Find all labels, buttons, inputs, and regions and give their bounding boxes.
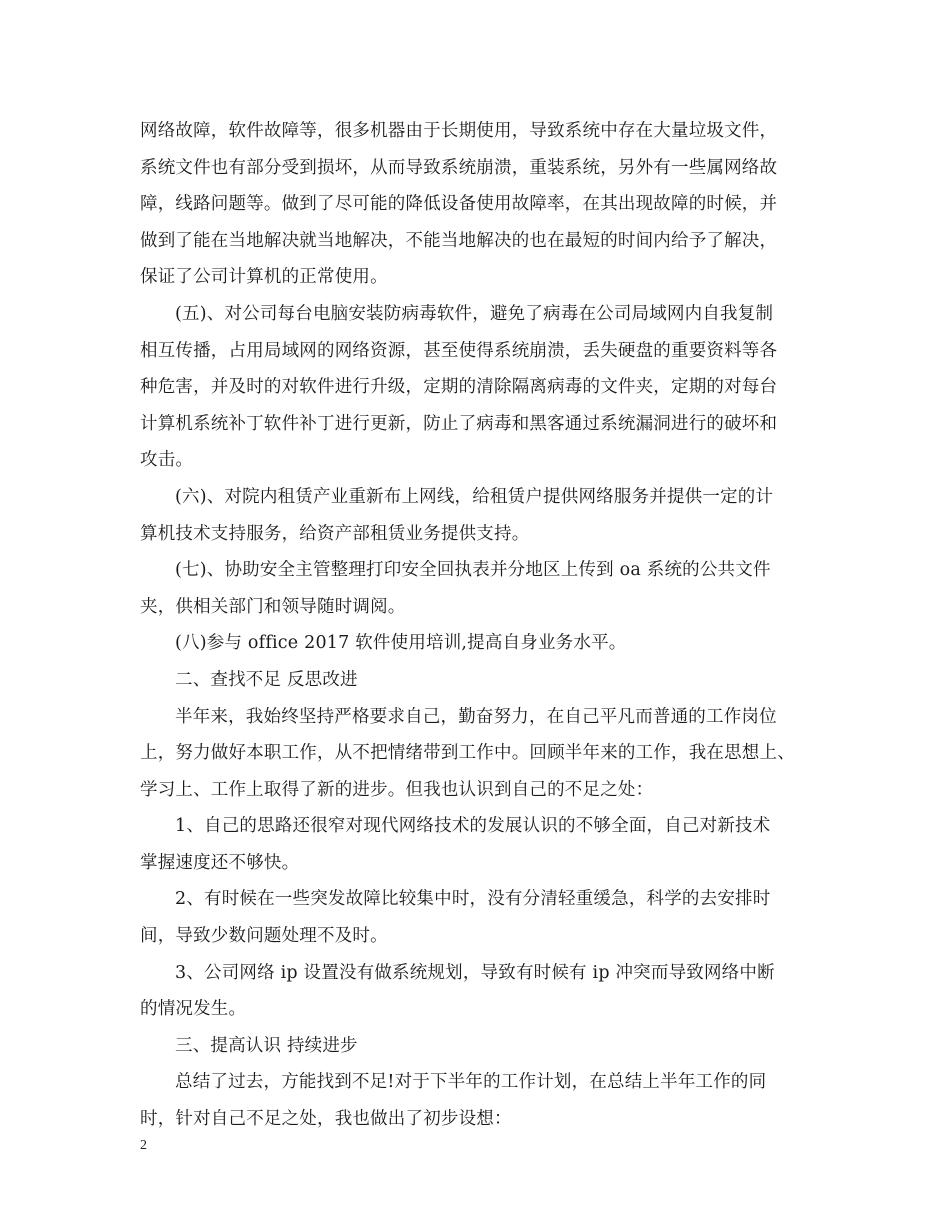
text-line: 半年来，我始终坚持严格要求自己，勤奋努力，在自己平凡而普通的工作岗位 xyxy=(175,706,777,727)
text-line: 网络故障，软件故障等，很多机器由于长期使用，导致系统中存在大量垃圾文件， xyxy=(140,121,778,141)
text-line: 间，导致少数问题处理不及时。 xyxy=(140,926,388,947)
text-line: (八)参与 office 2017 软件使用培训,提高自身业务水平。 xyxy=(175,633,627,654)
text-line: 做到了能在当地解决就当地解决，不能当地解决的也在最短的时间内给予了解决， xyxy=(140,230,778,251)
text-line: 计算机系统补丁软件补丁进行更新，防止了病毒和黑客通过系统漏洞进行的破坏和 xyxy=(140,413,778,434)
text-line: 1、自己的思路还很窄对现代网络技术的发展认识的不够全面，自己对新技术 xyxy=(175,816,771,837)
text-line: (六)、对院内租赁产业重新布上网线，给租赁户提供网络服务并提供一定的计 xyxy=(175,486,774,507)
text-line: 保证了公司计算机的正常使用。 xyxy=(140,267,388,288)
text-line: 2、有时候在一些突发故障比较集中时，没有分清轻重缓急，科学的去安排时 xyxy=(175,889,771,910)
body-text xyxy=(140,113,810,1138)
text-line: 3、公司网络 ip 设置没有做系统规划，导致有时候有 ip 冲突而导致网络中断 xyxy=(175,962,775,983)
text-line: 三、提高认识 持续进步 xyxy=(175,1035,358,1056)
text-line: 障，线路问题等。做到了尽可能的降低设备使用故障率，在其出现故障的时候，并 xyxy=(140,194,778,215)
text-line: 的情况发生。 xyxy=(140,999,247,1020)
text-line: 种危害，并及时的对软件进行升级，定期的清除隔离病毒的文件夹，定期的对每台 xyxy=(140,377,778,398)
text-line: 学习上、工作上取得了新的进步。但我也认识到自己的不足之处： xyxy=(140,779,654,800)
text-line: 掌握速度还不够快。 xyxy=(140,852,300,873)
text-line: 总结了过去，方能找到不足!对于下半年的工作计划，在总结上半年工作的同 xyxy=(175,1072,767,1093)
text-line: 攻击。 xyxy=(140,450,194,471)
text-line: 夹，供相关部门和领导随时调阅。 xyxy=(140,596,406,617)
text-line: 算机技术支持服务，给资产部租赁业务提供支持。 xyxy=(140,523,530,544)
text-line: 二、查找不足 反思改进 xyxy=(175,669,358,690)
text-line: 相互传播，占用局域网的网络资源，甚至使得系统崩溃，丢失硬盘的重要资料等各 xyxy=(140,340,778,361)
text-line: 时，针对自己不足之处，我也做出了初步设想： xyxy=(140,1109,512,1130)
page-number: 2 xyxy=(140,1138,147,1153)
text-line: (五)、对公司每台电脑安装防病毒软件，避免了病毒在公司局域网内自我复制 xyxy=(175,303,774,324)
text-line: 系统文件也有部分受到损坏，从而导致系统崩溃，重装系统，另外有一些属网络故 xyxy=(140,157,778,178)
text-line: 上，努力做好本职工作，从不把情绪带到工作中。回顾半年来的工作，我在思想上、 xyxy=(140,743,795,764)
text-line: (七)、协助安全主管整理打印安全回执表并分地区上传到 oa 系统的公共文件 xyxy=(175,560,771,581)
